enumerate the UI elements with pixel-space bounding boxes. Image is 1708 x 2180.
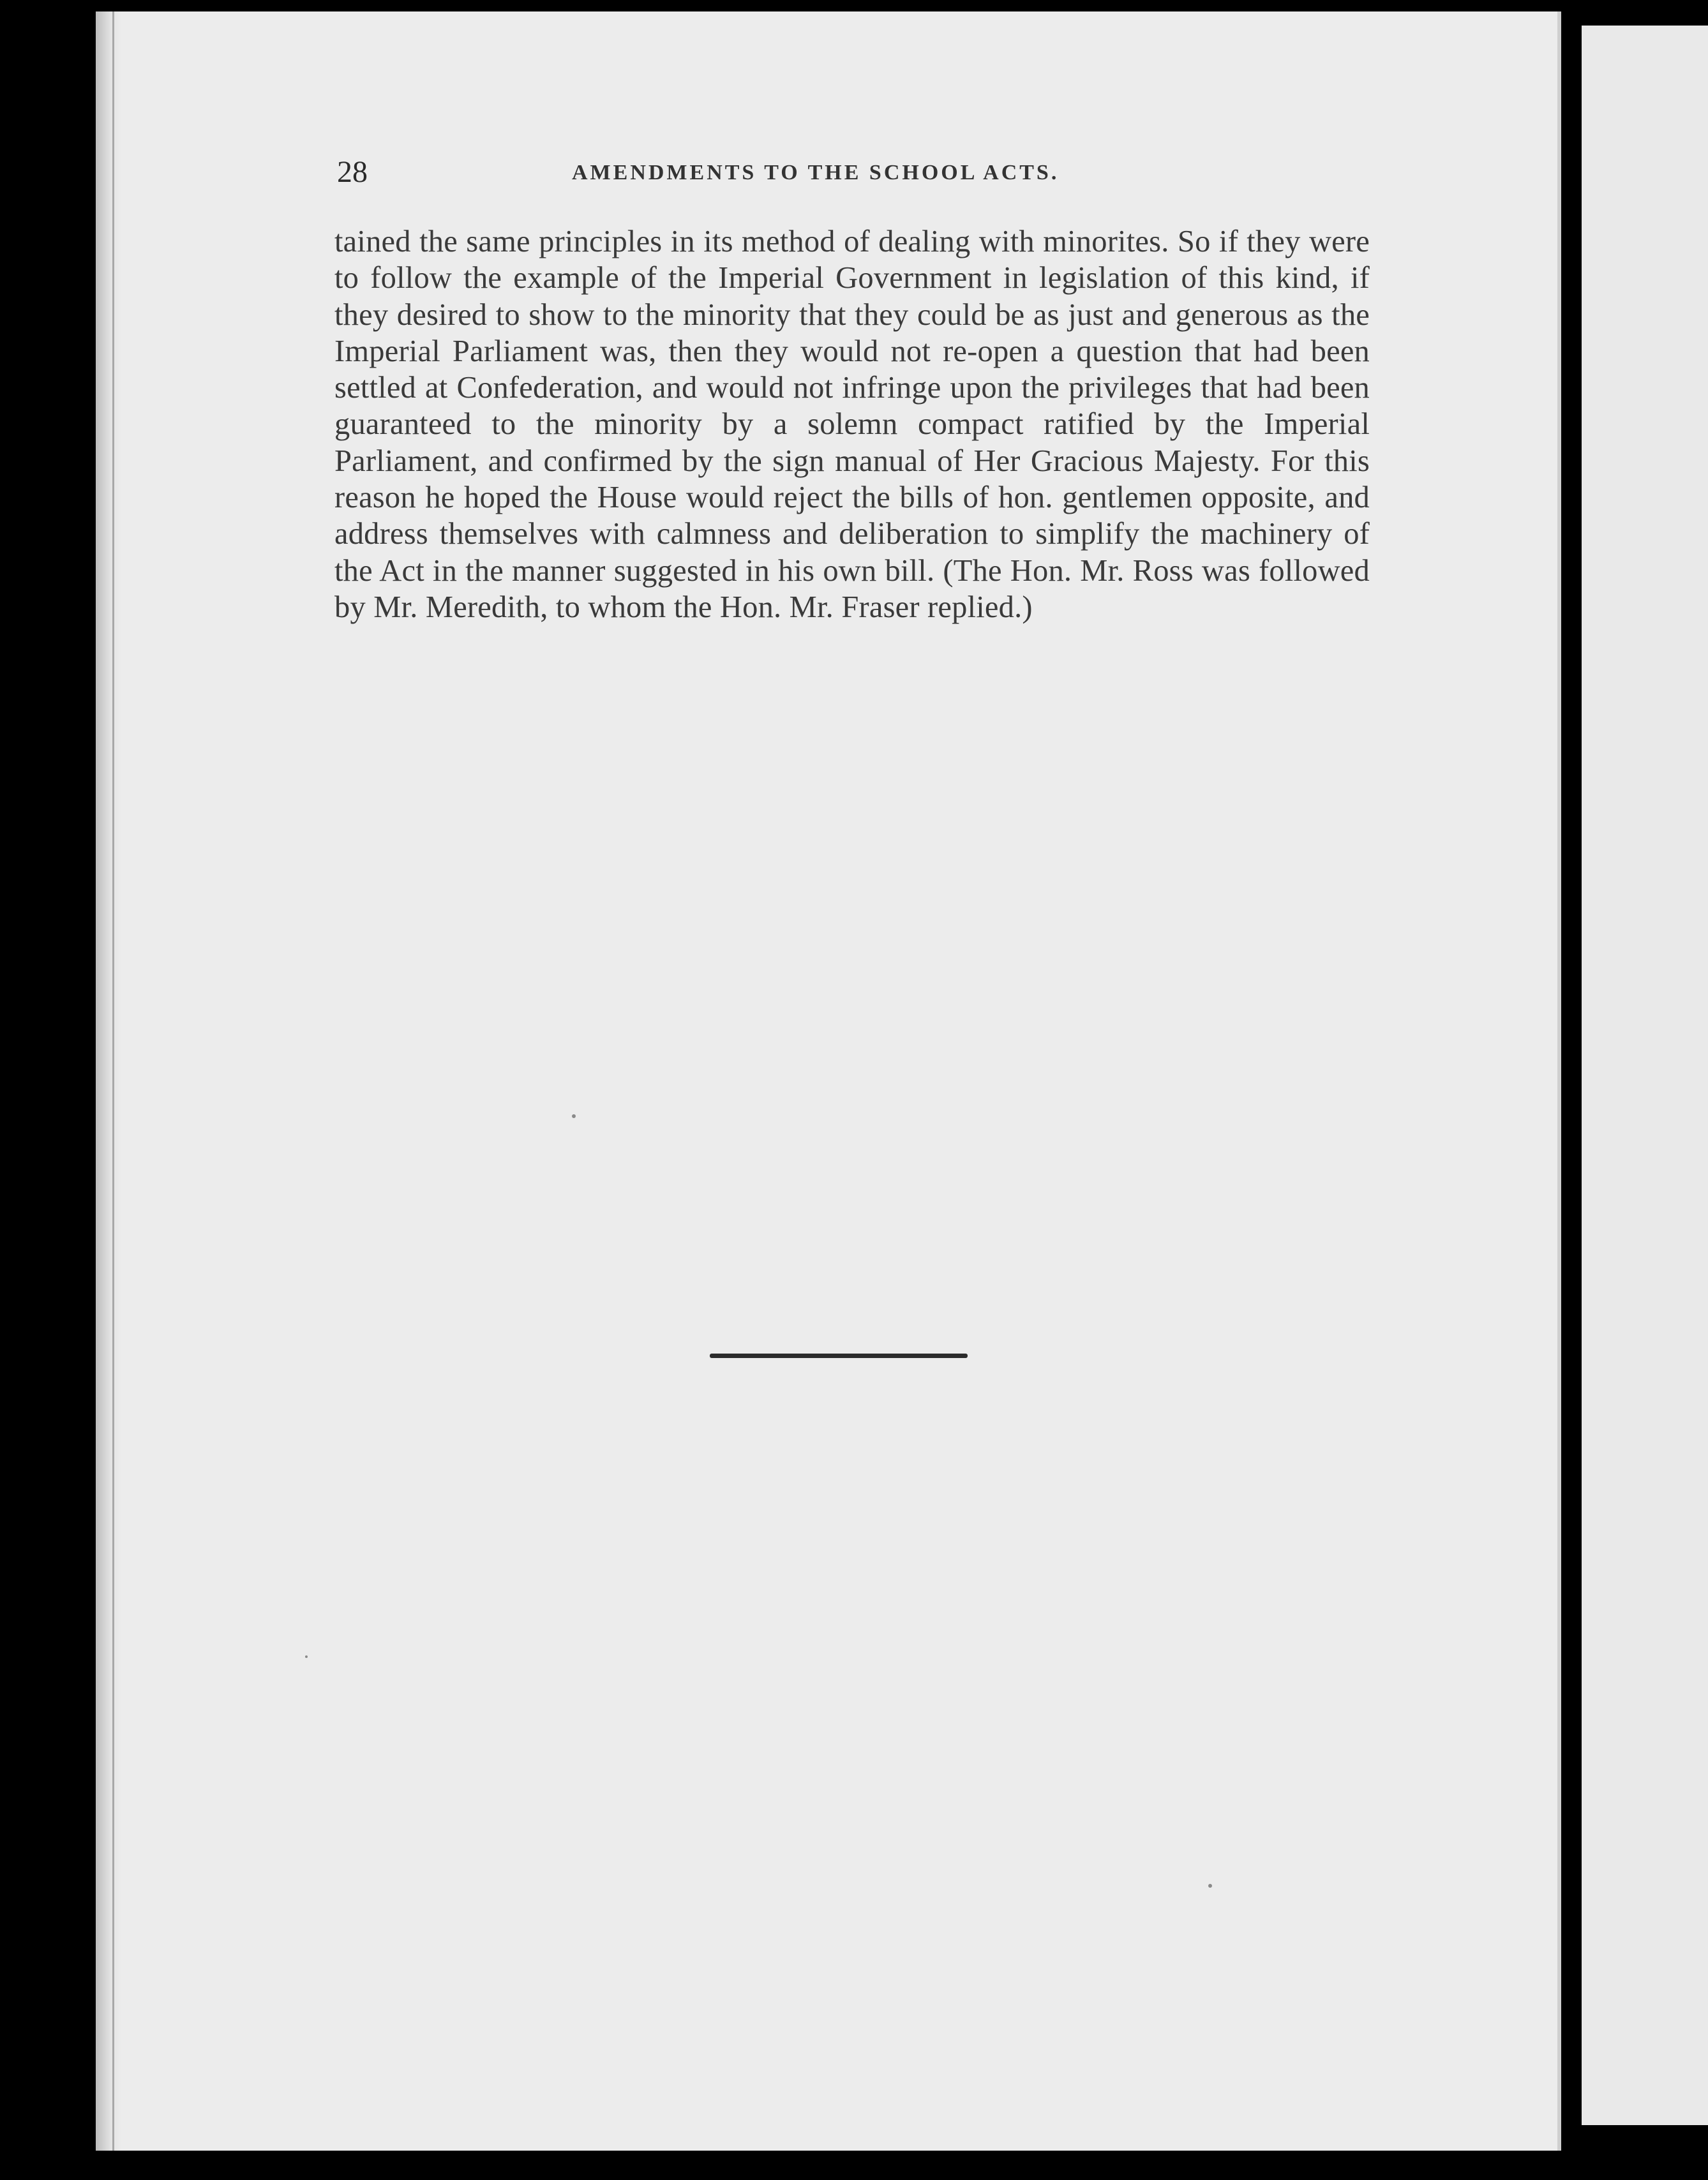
paper-speck	[1208, 1884, 1212, 1888]
adjacent-page-edge	[1582, 26, 1708, 2125]
paper-speck	[305, 1655, 308, 1658]
body-paragraph: tained the same principles in its method of dealing with minorites. So if they were to follow the example of the Imperial Government in legislation of this kind, if they desired to show to the minority that they could be as just and generous as the Imperial Parliament was, then they would not re-open a question that had been settled at Confederation, and would not infringe upon the privileges that had been guaranteed to the minority by a solemn compact ratified by the Imperial Parliament, and confirmed by the sign manual of Her Gracious Majesty. For this reason he hoped the House would reject the bills of hon. gentlemen opposite, and address themselves with calmness and deliberation to simplify the machinery of the Act in the manner suggested in his own bill. (The Hon. Mr. Ross was followed by Mr. Meredith, to whom the Hon. Mr. Fraser replied.)	[334, 225, 1370, 624]
section-end-rule	[710, 1354, 968, 1358]
page-number: 28	[337, 155, 368, 189]
page-gutter-shadow	[96, 11, 121, 2151]
running-title: AMENDMENTS TO THE SCHOOL ACTS.	[572, 161, 1060, 184]
paper-speck	[572, 1114, 576, 1118]
page-header	[337, 153, 1141, 191]
page-gutter-line	[112, 11, 114, 2151]
